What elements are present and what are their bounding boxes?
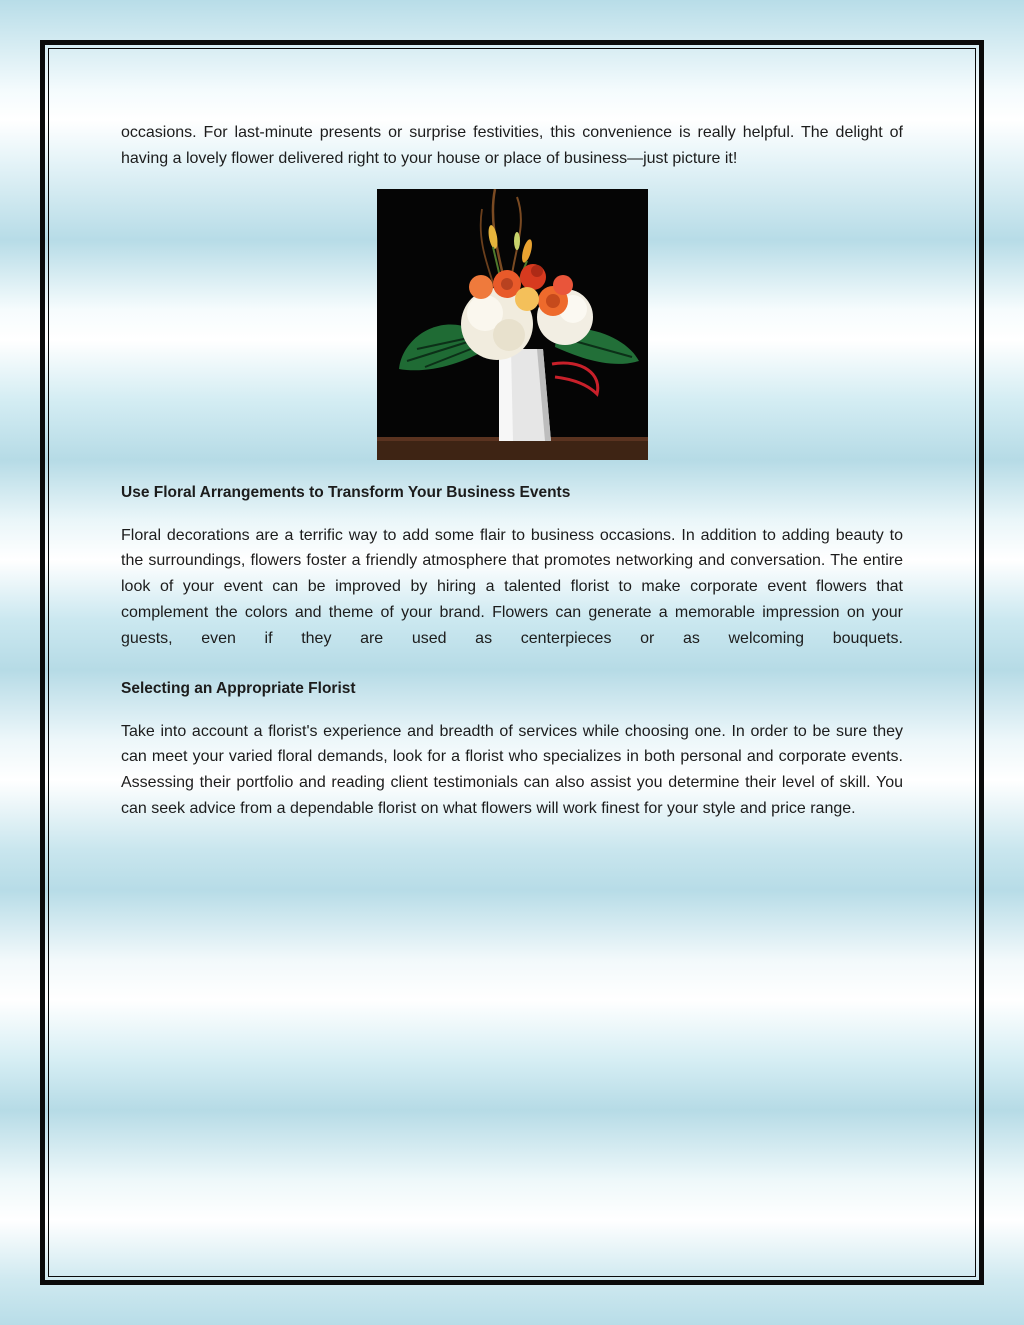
- section-heading-selecting-florist: Selecting an Appropriate Florist: [121, 679, 356, 697]
- section-heading-business-events: Use Floral Arrangements to Transform Your Business Events: [121, 483, 571, 501]
- document-body: [121, 120, 903, 822]
- floral-arrangement-photo: [377, 189, 648, 460]
- section-body-selecting-florist: Take into account a florist's experience and breadth of services while choosing one. In order to be sure they can meet your varied floral demands, look for a florist who specializes in both personal and corporate events. Assessing their portfolio and reading client testimonials can also assist you determine their level of skill. You can seek advice from a dependable florist on what flowers will work finest for your style and price range.: [121, 722, 903, 817]
- section-body-business-events: Floral decorations are a terrific way to add some flair to business occasions. In addition to adding beauty to the surroundings, flowers foster a friendly atmosphere that promotes networking and conversation. The entire look of your event can be improved by hiring a talented florist to make corporate event flowers that complement the colors and theme of your brand. Flowers can generate a memorable impression on your guests, even if they are used as centerpieces or as welcoming bouquets.: [121, 526, 903, 647]
- intro-paragraph: occasions. For last-minute presents or surprise festivities, this convenience is really helpful. The delight of having a lovely flower delivered right to your house or place of business—just picture it!: [121, 124, 903, 167]
